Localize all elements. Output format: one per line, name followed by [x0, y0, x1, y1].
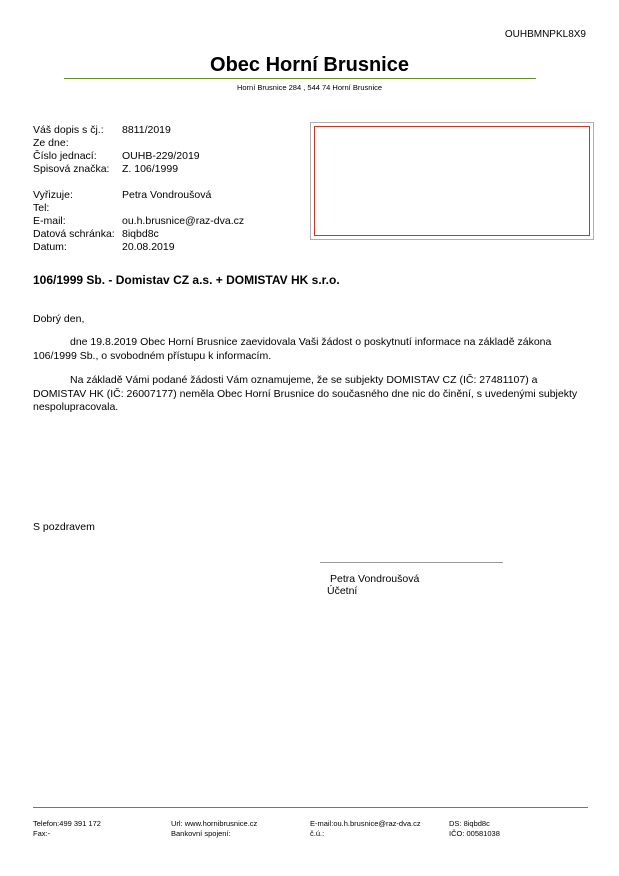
footer-contact-email: [310, 819, 421, 839]
footer-phone: Telefon:499 391 172: [33, 819, 101, 828]
meta-row-spisova-znacka: [33, 163, 244, 176]
meta-value: ou.h.brusnice@raz-dva.cz: [122, 215, 245, 227]
header-rule: [64, 78, 536, 79]
footer-bank: Bankovní spojení:: [171, 829, 231, 838]
meta-value: OUHB-229/2019: [122, 150, 200, 162]
footer-contact-web: [171, 819, 257, 839]
meta-label: Tel:: [33, 202, 50, 214]
meta-row-ze-dne: [33, 137, 244, 150]
greeting: Dobrý den,: [33, 313, 85, 325]
meta-label: Datová schránka:: [33, 228, 115, 240]
footer-url: Url: www.hornibrusnice.cz: [171, 819, 258, 828]
footer-fax: Fax:-: [33, 829, 51, 838]
letter-subject: 106/1999 Sb. - Domistav CZ a.s. + DOMISTAV HK s.r.o.: [33, 273, 340, 287]
meta-label: E-mail:: [33, 215, 66, 227]
meta-value: 8811/2019: [122, 124, 171, 136]
reference-block: [33, 124, 244, 254]
meta-label: Váš dopis s čj.:: [33, 124, 104, 136]
meta-row-datova-schranka: [33, 228, 244, 241]
meta-label: Ze dne:: [33, 137, 69, 149]
municipality-address: Horní Brusnice 284 , 544 74 Horní Brusnice: [236, 83, 383, 92]
meta-value: Petra Vondroušová: [122, 189, 212, 201]
meta-row-email: [33, 215, 244, 228]
meta-spacer: [33, 176, 244, 189]
meta-value: Z. 106/1999: [122, 163, 179, 175]
municipality-title: Obec Horní Brusnice: [210, 54, 409, 76]
document-code: OUHBMNPKL8X9: [504, 29, 586, 40]
meta-label: Datum:: [33, 241, 67, 253]
signatory-name: Petra Vondroušová: [330, 573, 420, 585]
meta-label: Číslo jednací:: [33, 150, 97, 162]
footer-ds: DS: 8iqbd8c: [449, 819, 490, 828]
meta-row-datum: [33, 241, 244, 254]
body-paragraph-1: dne 19.8.2019 Obec Horní Brusnice zaevidovala Vaši žádost o poskytnutí informace na základě zákona 106/1999 Sb., o svobodném přístupu k informacím.: [33, 336, 552, 362]
closing: S pozdravem: [33, 521, 95, 533]
meta-row-vas-dopis: [33, 124, 244, 137]
meta-label: Spisová značka:: [33, 163, 110, 175]
meta-value: 8iqbd8c: [122, 228, 159, 240]
meta-value: 20.08.2019: [122, 241, 175, 253]
body-paragraph-2: Na základě Vámi podané žádosti Vám oznamujeme, že se subjekty DOMISTAV CZ (IČ: 27481107) a DOMISTAV HK (IČ: 26007177) neměla Obec Horní Brusnice do současného dne nic do činění, s uvedenými subjekty nespolupracovala.: [33, 374, 578, 413]
footer-contact-phone: [33, 819, 101, 839]
signatory-position: Účetní: [327, 585, 358, 597]
footer-rule: [33, 807, 588, 808]
meta-row-vyrizuje: [33, 189, 244, 202]
footer-email: E-mail:ou.h.brusnice@raz-dva.cz: [310, 819, 421, 828]
recipient-address-frame: [314, 126, 590, 236]
meta-row-tel: [33, 202, 244, 215]
signature-line: [320, 562, 503, 563]
meta-row-cislo-jednaci: [33, 150, 244, 163]
meta-label: Vyřizuje:: [33, 189, 73, 201]
footer-contact-ids: [449, 819, 500, 839]
recipient-address-box: [310, 122, 594, 240]
footer-account: č.ú.:: [310, 829, 325, 838]
footer-ico: IČO: 00581038: [449, 829, 500, 838]
